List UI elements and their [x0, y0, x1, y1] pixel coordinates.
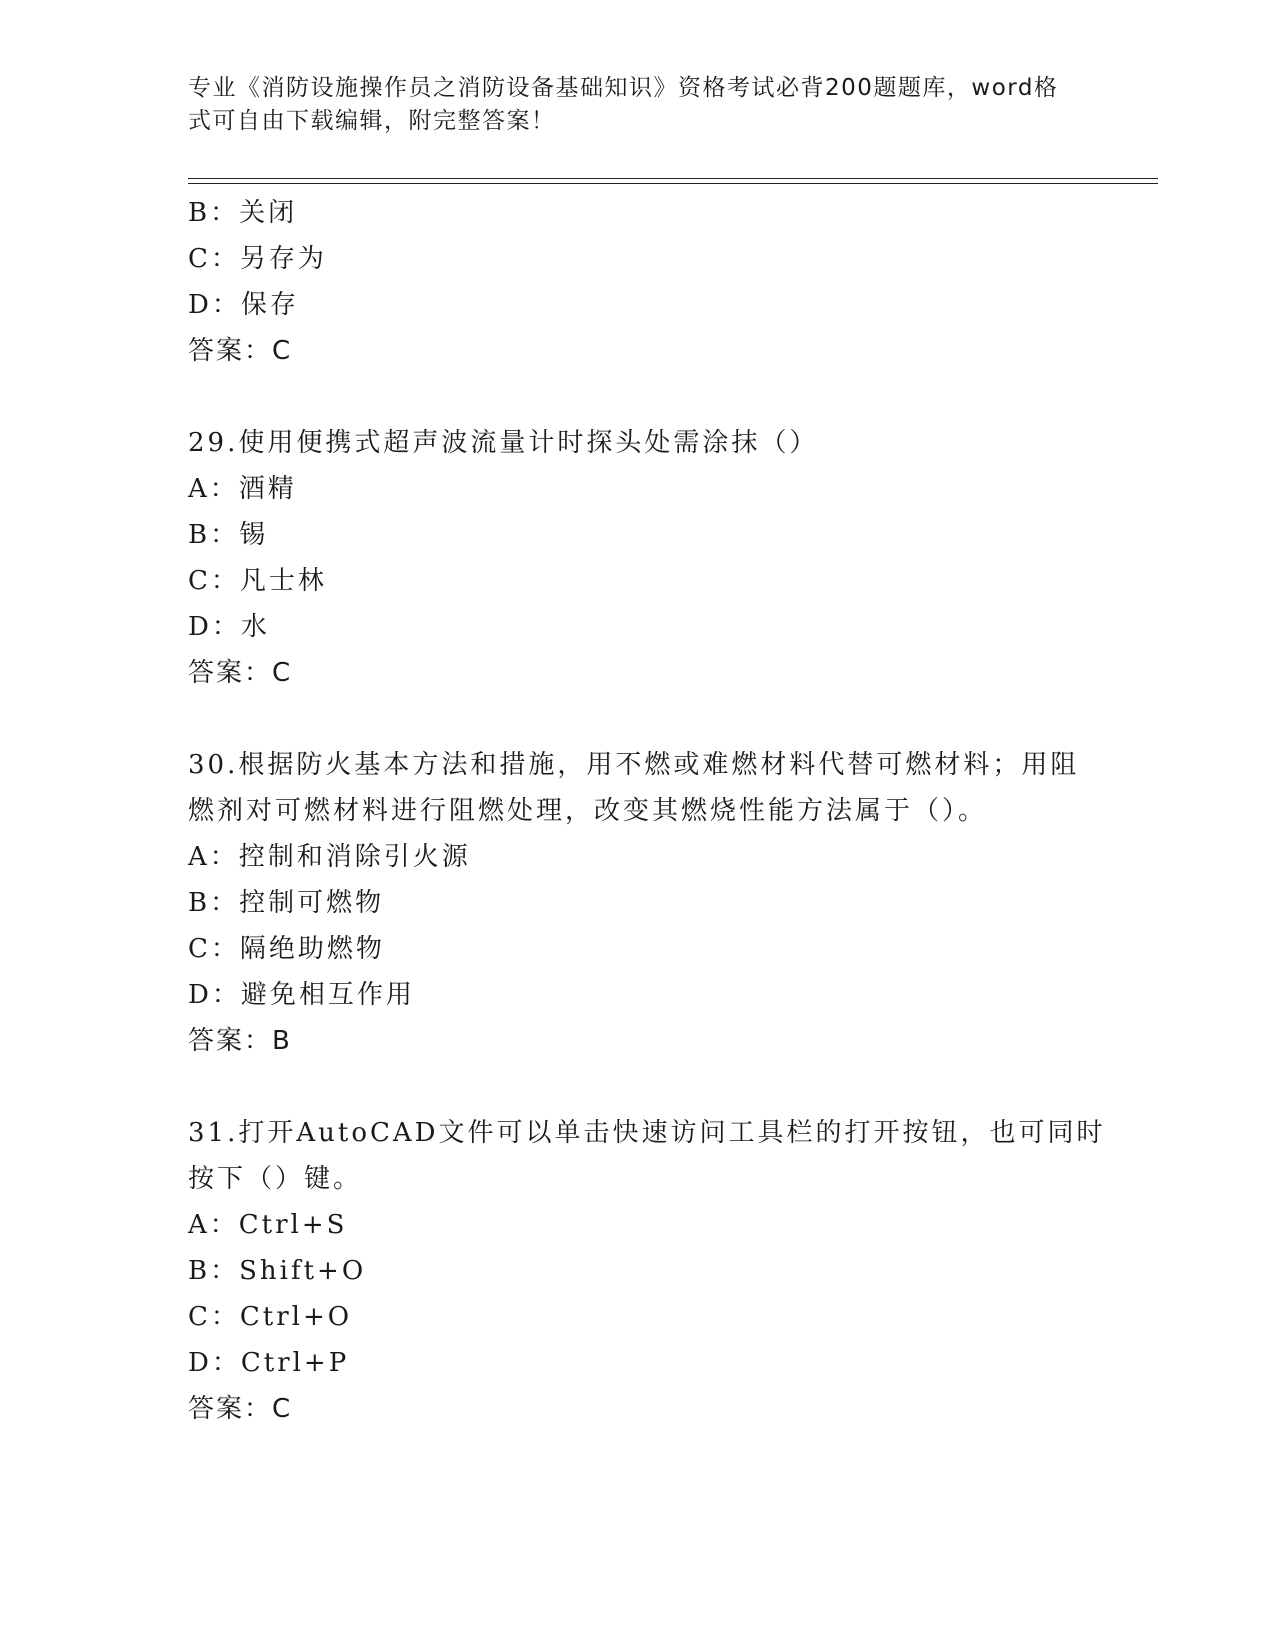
question-stem: 29.使用便携式超声波流量计时探头处需涂抹（） — [188, 428, 819, 458]
option-b: B：Shift+O — [188, 1256, 367, 1286]
question-stem-line-1: 31.打开AutoCAD文件可以单击快速访问工具栏的打开按钮，也可同时 — [188, 1118, 1106, 1148]
question-stem-line-1: 30.根据防火基本方法和措施，用不燃或难燃材料代替可燃材料；用阻 — [188, 750, 1080, 780]
option-c: C：隔绝助燃物 — [188, 934, 385, 964]
spacer — [188, 1064, 1088, 1110]
option-c: C：Ctrl+O — [188, 1302, 353, 1332]
answer-line: 答案：C — [188, 1394, 293, 1424]
option-d: D：避免相互作用 — [188, 980, 415, 1010]
question-stem-line-2: 按下（）键。 — [188, 1164, 363, 1194]
question-31 — [188, 1110, 1106, 1432]
option-c: C：凡士林 — [188, 566, 327, 596]
spacer — [188, 696, 1088, 742]
header-divider-top — [188, 178, 1158, 179]
option-d: D：Ctrl+P — [188, 1348, 350, 1378]
option-d: D：保存 — [188, 290, 299, 320]
option-b: B：关闭 — [188, 198, 298, 228]
option-a: A：酒精 — [188, 474, 297, 504]
question-28 — [188, 190, 1088, 374]
spacer — [188, 374, 1088, 420]
answer-line: 答案：B — [188, 1026, 292, 1056]
option-b: B：控制可燃物 — [188, 888, 385, 918]
question-stem-line-2: 燃剂对可燃材料进行阻燃处理，改变其燃烧性能方法属于（）。 — [188, 796, 988, 826]
option-a: A：控制和消除引火源 — [188, 842, 471, 872]
document-header — [188, 72, 1088, 138]
question-30 — [188, 742, 1088, 1064]
header-line-1: 专业《消防设施操作员之消防设备基础知识》资格考试必背200题题库，word格 — [188, 75, 1059, 101]
header-divider-bottom — [188, 183, 1158, 184]
answer-line: 答案：C — [188, 658, 293, 688]
option-a: A：Ctrl+S — [188, 1210, 348, 1240]
question-29 — [188, 420, 1088, 696]
answer-line: 答案：C — [188, 336, 293, 366]
option-b: B：锡 — [188, 520, 269, 550]
option-c: C：另存为 — [188, 244, 327, 274]
option-d: D：水 — [188, 612, 270, 642]
header-line-2: 式可自由下载编辑，附完整答案！ — [188, 108, 556, 134]
question-list — [188, 190, 1106, 1432]
